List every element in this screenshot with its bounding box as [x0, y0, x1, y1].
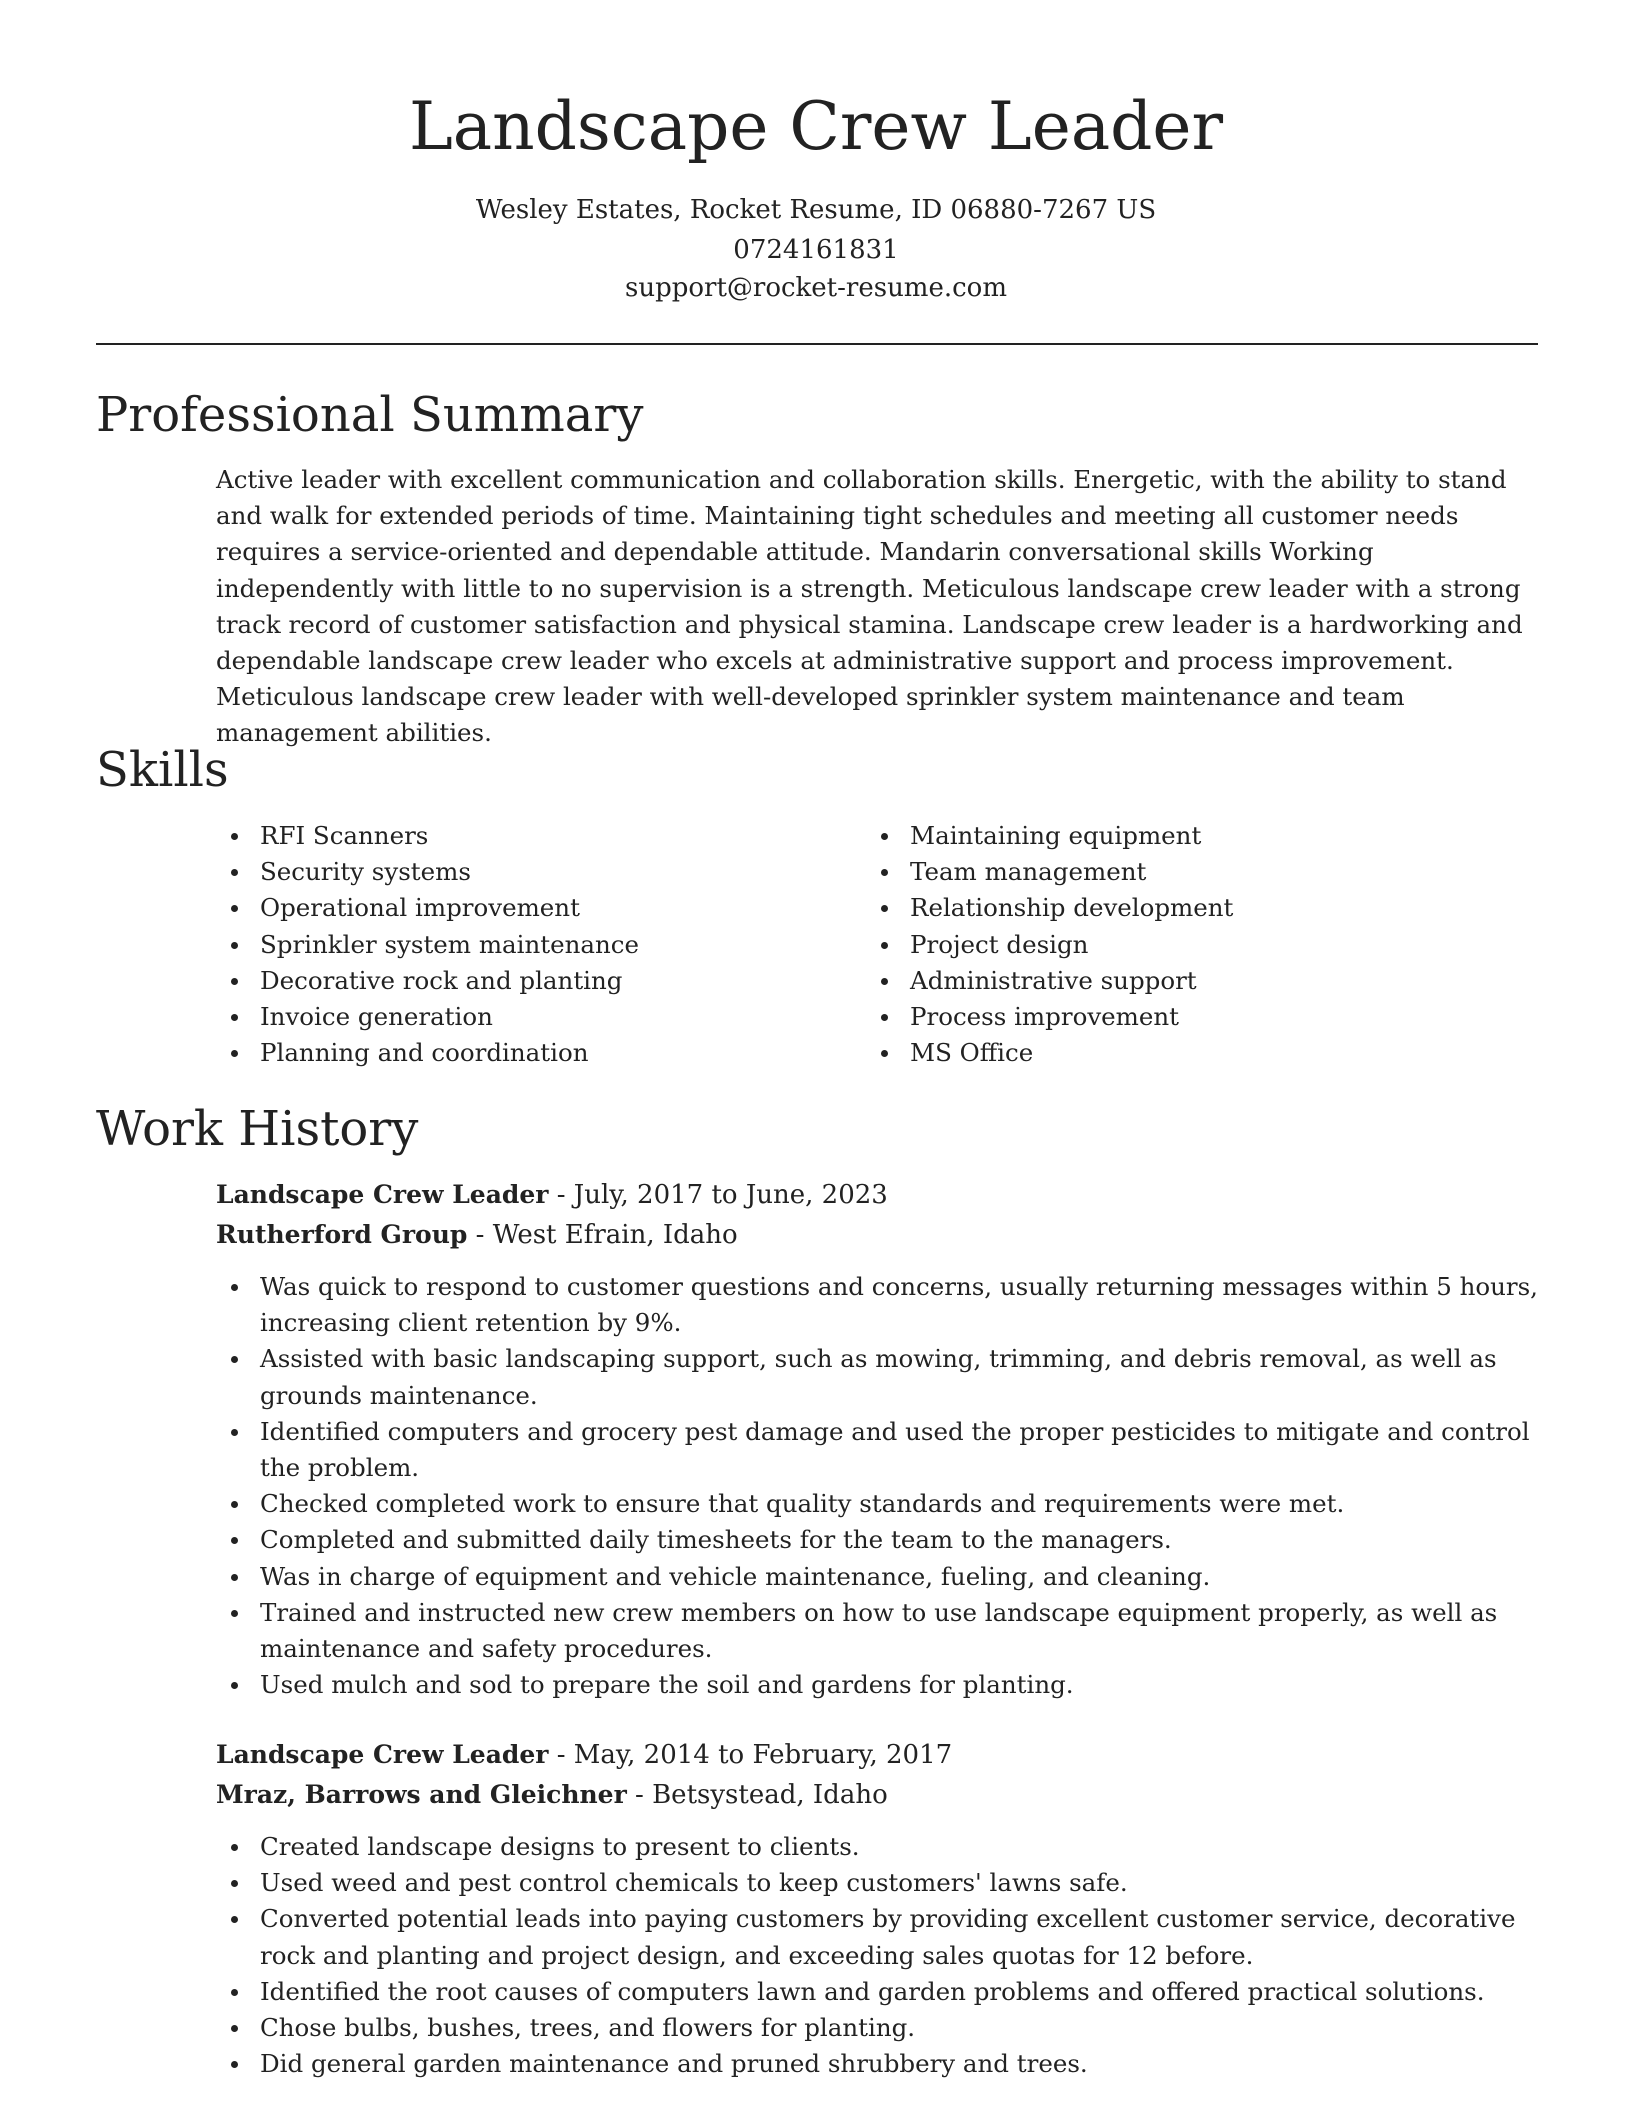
summary-text: Active leader with excellent communication and collaboration skills. Energetic, with the ability to stand and walk for extended periods of time. Maintaining tight schedules and meeting all customer needs requires a service-oriented and dependable attitude. Mandarin conversational skills Working independently with little to no supervision is a strength. Meticulous landscape crew leader with a strong track record of customer satisfaction and physical stamina. Landscape crew leader is a hardworking and dependable landscape crew leader who excels at administrative support and process improvement. Meticulous landscape crew leader with well-developed sprinkler system maintenance and team management abilities. [216, 465, 1523, 748]
contact-email: support@rocket-resume.com [624, 273, 1007, 303]
job-location: - West Efrain, Idaho [467, 1220, 738, 1250]
contact-address: Wesley Estates, Rocket Resume, ID 06880-7267 US [475, 195, 1157, 225]
header-divider [96, 343, 1538, 345]
job-bullet: Identified computers and grocery pest damage and used the proper pesticides to mitigate and control the problem. [216, 1414, 1538, 1486]
candidate-name: Landscape Crew Leader [408, 88, 1224, 165]
skill-item: Relationship development [866, 890, 1516, 926]
job-bullet: Used mulch and sod to prepare the soil and gardens for planting. [216, 1667, 1538, 1703]
job-bullet: Completed and submitted daily timesheets for the team to the managers. [216, 1522, 1538, 1558]
job-bullet: Created landscape designs to present to clients. [216, 1829, 1538, 1865]
skills-list-right [866, 818, 1516, 1071]
job-role: Landscape Crew Leader [216, 1740, 549, 1769]
skill-item: Decorative rock and planting [216, 963, 816, 999]
work-history-heading: Work History [96, 1101, 419, 1157]
job-bullet: Trained and instructed new crew members on how to use landscape equipment properly, as well as maintenance and safety procedures. [216, 1595, 1538, 1667]
job-role: Landscape Crew Leader [216, 1180, 549, 1209]
skill-item: Team management [866, 854, 1516, 890]
job-dates: - July, 2017 to June, 2023 [548, 1180, 888, 1210]
job-company-line [216, 1215, 738, 1255]
job-bullet: Was in charge of equipment and vehicle maintenance, fueling, and cleaning. [216, 1559, 1538, 1595]
skills-heading: Skills [96, 742, 229, 798]
job-company-line [216, 1775, 888, 1815]
job-company: Mraz, Barrows and Gleichner [216, 1780, 627, 1809]
job-dates: - May, 2014 to February, 2017 [548, 1740, 953, 1770]
job-bullet: Converted potential leads into paying customers by providing excellent customer service, decorative rock and planting and project design, and exceeding sales quotas for 12 before. [216, 1901, 1538, 1973]
job-title-line [216, 1735, 952, 1775]
job-bullet: Was quick to respond to customer questions and concerns, usually returning messages within 5 hours, increasing client retention by 9%. [216, 1269, 1538, 1341]
job-bullet: Assisted with basic landscaping support, such as mowing, trimming, and debris removal, as well as grounds maintenance. [216, 1341, 1538, 1413]
summary-heading: Professional Summary [96, 387, 644, 443]
skill-item: Process improvement [866, 999, 1516, 1035]
skill-item: Sprinkler system maintenance [216, 927, 816, 963]
skill-item: Security systems [216, 854, 816, 890]
skill-item: Project design [866, 927, 1516, 963]
job-bullets [216, 1829, 1538, 2082]
job-bullet: Did general garden maintenance and pruned shrubbery and trees. [216, 2046, 1538, 2082]
job-bullets [216, 1269, 1538, 1703]
skill-item: RFI Scanners [216, 818, 816, 854]
job-location: - Betsystead, Idaho [626, 1780, 888, 1810]
skill-item: Maintaining equipment [866, 818, 1516, 854]
skills-list-left [216, 818, 816, 1071]
job-company: Rutherford Group [216, 1220, 468, 1249]
job-bullet: Used weed and pest control chemicals to keep customers' lawns safe. [216, 1865, 1538, 1901]
skill-item: Operational improvement [216, 890, 816, 926]
skill-item: Invoice generation [216, 999, 816, 1035]
skill-item: Administrative support [866, 963, 1516, 999]
job-bullet: Chose bulbs, bushes, trees, and flowers for planting. [216, 2010, 1538, 2046]
skill-item: Planning and coordination [216, 1035, 816, 1071]
contact-phone: 0724161831 [733, 235, 899, 265]
skill-item: MS Office [866, 1035, 1516, 1071]
job-title-line [216, 1175, 888, 1215]
job-bullet: Identified the root causes of computers lawn and garden problems and offered practical solutions. [216, 1974, 1538, 2010]
job-bullet: Checked completed work to ensure that quality standards and requirements were met. [216, 1486, 1538, 1522]
